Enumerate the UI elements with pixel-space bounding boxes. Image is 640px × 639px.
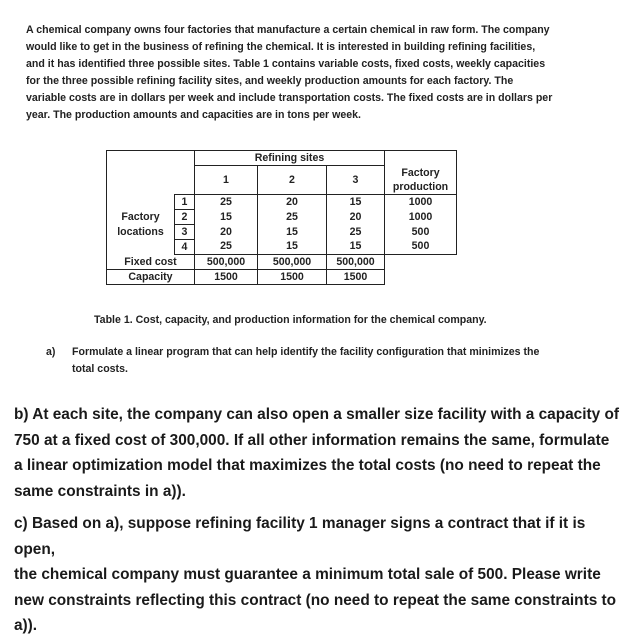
- factory-number: 2: [175, 209, 195, 224]
- row-group-label-line1: Factory: [107, 209, 175, 224]
- capacity-cell: 1500: [327, 269, 385, 284]
- capacity-label: Capacity: [107, 269, 195, 284]
- fixed-cost-cell: 500,000: [258, 254, 327, 269]
- intro-line: would like to get in the business of refining the chemical. It is interested in building refining facilities,: [26, 41, 536, 53]
- production-cell: 500: [385, 224, 457, 239]
- intro-line: year. The production amounts and capacities are in tons per week.: [26, 109, 361, 121]
- cost-cell: 25: [195, 194, 258, 209]
- question-a: [46, 344, 606, 378]
- cost-cell: 25: [258, 209, 327, 224]
- cost-cell: 15: [327, 239, 385, 254]
- refining-sites-header: Refining sites: [195, 151, 385, 166]
- production-header-line2: production: [385, 180, 457, 195]
- cost-cell: 15: [195, 209, 258, 224]
- fixed-cost-cell: 500,000: [195, 254, 258, 269]
- production-header-line1: Factory: [385, 166, 457, 180]
- production-cell: 500: [385, 239, 457, 254]
- question-c-line: the chemical company must guarantee a minimum total sale of 500. Please write: [14, 566, 601, 583]
- question-b-line: a linear optimization model that maximizes the total costs (no need to repeat the: [14, 457, 601, 474]
- question-c-line: new constraints reflecting this contract (no need to repeat the same constraints to: [14, 591, 617, 609]
- production-cell: 1000: [385, 209, 457, 224]
- question-b-line: same constraints in a)).: [14, 482, 186, 500]
- intro-line: A chemical company owns four factories that manufacture a certain chemical in raw form. The company: [26, 24, 550, 36]
- cost-cell: 25: [195, 239, 258, 254]
- cost-cell: 15: [258, 239, 327, 254]
- factory-number: 3: [175, 224, 195, 239]
- question-a-label: a): [46, 346, 56, 358]
- row-group-label-line2: locations: [107, 224, 175, 239]
- question-b-line: 750 at a fixed cost of 300,000. If all other information remains the same, formulate: [14, 431, 610, 449]
- question-c-line: c) Based on a), suppose refining facility 1 manager signs a contract that if it is open,: [14, 515, 586, 558]
- factory-number: 1: [175, 194, 195, 209]
- cost-cell: 20: [258, 194, 327, 209]
- question-b: [14, 402, 619, 504]
- cost-cell: 25: [327, 224, 385, 239]
- table-caption: Table 1. Cost, capacity, and production information for the chemical company.: [94, 314, 487, 326]
- cost-cell: 15: [327, 194, 385, 209]
- question-c: [14, 511, 619, 639]
- cost-cell: 15: [258, 224, 327, 239]
- intro-line: for the three possible refining facility sites, and weekly production amounts for each factory. The: [26, 75, 514, 87]
- cost-cell: 20: [195, 224, 258, 239]
- problem-intro: [26, 22, 616, 124]
- capacity-cell: 1500: [258, 269, 327, 284]
- intro-line: and it has identified three possible sites. Table 1 contains variable costs, fixed costs, weekly capacities: [26, 58, 546, 70]
- capacity-cell: 1500: [195, 269, 258, 284]
- cost-capacity-table: [106, 150, 457, 285]
- production-cell: 1000: [385, 194, 457, 209]
- site-header-2: 2: [258, 166, 327, 195]
- factory-number: 4: [175, 239, 195, 254]
- site-header-1: 1: [195, 166, 258, 195]
- site-header-3: 3: [327, 166, 385, 195]
- question-c-line: a)).: [14, 617, 38, 634]
- cost-cell: 20: [327, 209, 385, 224]
- fixed-cost-cell: 500,000: [327, 254, 385, 269]
- question-b-line: b) At each site, the company can also open a smaller size facility with a capacity of: [14, 406, 619, 423]
- intro-line: variable costs are in dollars per week and include transportation costs. The fixed costs are in dollars per: [26, 92, 553, 104]
- question-a-line1: Formulate a linear program that can help identify the facility configuration that minimizes the: [72, 346, 540, 358]
- fixed-cost-label: Fixed cost: [107, 254, 195, 269]
- question-a-line2: total costs.: [72, 363, 128, 375]
